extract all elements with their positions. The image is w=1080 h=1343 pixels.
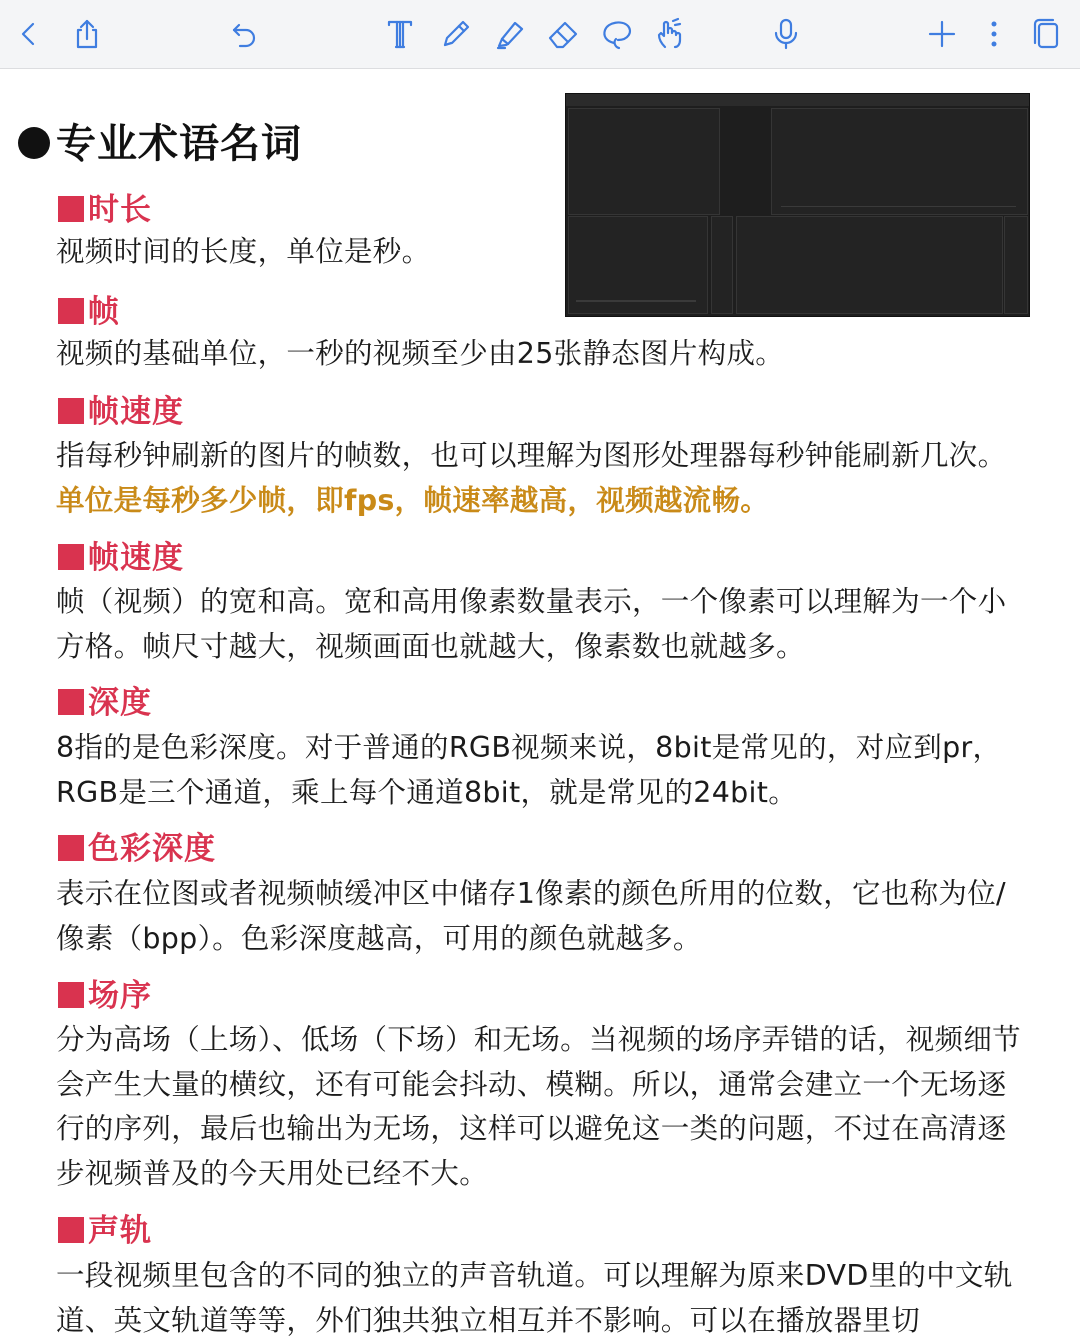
square-bullet-icon (58, 398, 84, 424)
eraser-button[interactable] (543, 14, 583, 54)
section-body: 帧（视频）的宽和高。宽和高用像素数量表示，一个像素可以理解为一个小方格。帧尺寸越大，视频画面也就越大，像素数也就越多。 (56, 585, 1007, 663)
square-bullet-icon (58, 689, 84, 715)
note-canvas[interactable] (0, 68, 1080, 1337)
lasso-icon (600, 17, 634, 51)
add-button[interactable] (922, 14, 962, 54)
editor-screenshot-image[interactable] (565, 93, 1030, 317)
section-body: 表示在位图或者视频帧缓冲区中储存1像素的颜色所用的位数，它也称为位/像素（bpp）。色彩深度越高，可用的颜色就越多。 (56, 877, 1006, 955)
section-heading: 深度 (58, 677, 152, 722)
square-bullet-icon (58, 1217, 84, 1243)
section-heading: 场序 (58, 970, 152, 1015)
more-vertical-icon (977, 17, 1011, 51)
touch-tool-button[interactable] (650, 14, 690, 54)
text-tool-button[interactable] (380, 14, 420, 54)
more-button[interactable] (974, 14, 1014, 54)
share-icon (70, 17, 104, 51)
highlighted-text: 单位是每秒多少帧，即fps，帧速率越高，视频越流畅。 (56, 483, 770, 517)
microphone-icon (769, 17, 803, 51)
section-body: 8指的是色彩深度。对于普通的RGB视频来说，8bit是常见的，对应到pr， RGB是三个通道，乘上每个通道8bit，就是常见的24bit。 (56, 731, 1002, 809)
section-body: 指每秒钟刷新的图片的帧数，也可以理解为图形处理器每秒钟能刷新几次。单位是每秒多少帧，即fps，帧速率越高，视频越流畅。 (56, 439, 1007, 517)
square-bullet-icon (58, 298, 84, 324)
undo-icon (227, 17, 261, 51)
bullet-icon (18, 127, 50, 159)
share-button[interactable] (67, 14, 107, 54)
pages-icon (1029, 17, 1063, 51)
section-heading: 帧速度 (58, 532, 184, 577)
plus-icon (925, 17, 959, 51)
pen-icon (439, 17, 473, 51)
undo-button[interactable] (224, 14, 264, 54)
highlighter-button[interactable] (490, 14, 530, 54)
section-body: 一段视频里包含的不同的独立的声音轨道。可以理解为原来DVD里的中文轨道、英文轨道等等，外们独共独立相互并不影响。可以在播放器里切 (56, 1259, 1013, 1337)
text-tool-icon (383, 17, 417, 51)
microphone-button[interactable] (766, 14, 806, 54)
lasso-button[interactable] (597, 14, 637, 54)
section-heading: 帧速度 (58, 386, 184, 431)
square-bullet-icon (58, 982, 84, 1008)
section-heading: 声轨 (58, 1205, 152, 1250)
highlighter-icon (493, 17, 527, 51)
section-body: 视频时间的长度，单位是秒。 (56, 235, 431, 268)
back-button[interactable] (8, 14, 48, 54)
hand-touch-icon (653, 17, 687, 51)
section-body: 分为高场（上场）、低场（下场）和无场。当视频的场序弄错的话，视频细节会产生大量的横纹，还有可能会抖动、模糊。所以，通常会建立一个无场逐行的序列，最后也输出为无场，这样可以避免这一类的问题，不过在高清逐步视频普及的今天用处已经不大。 (56, 1023, 1021, 1190)
page-title: 专业术语名词 (18, 112, 302, 169)
section-heading: 色彩深度 (58, 823, 216, 868)
eraser-icon (546, 17, 580, 51)
square-bullet-icon (58, 544, 84, 570)
pen-button[interactable] (436, 14, 476, 54)
section-heading: 时长 (58, 184, 152, 229)
section-heading: 帧 (58, 286, 120, 331)
section-body: 视频的基础单位，一秒的视频至少由25张静态图片构成。 (56, 337, 785, 370)
pages-button[interactable] (1026, 14, 1066, 54)
square-bullet-icon (58, 835, 84, 861)
note-toolbar (0, 0, 1080, 69)
chevron-left-icon (11, 17, 45, 51)
square-bullet-icon (58, 196, 84, 222)
